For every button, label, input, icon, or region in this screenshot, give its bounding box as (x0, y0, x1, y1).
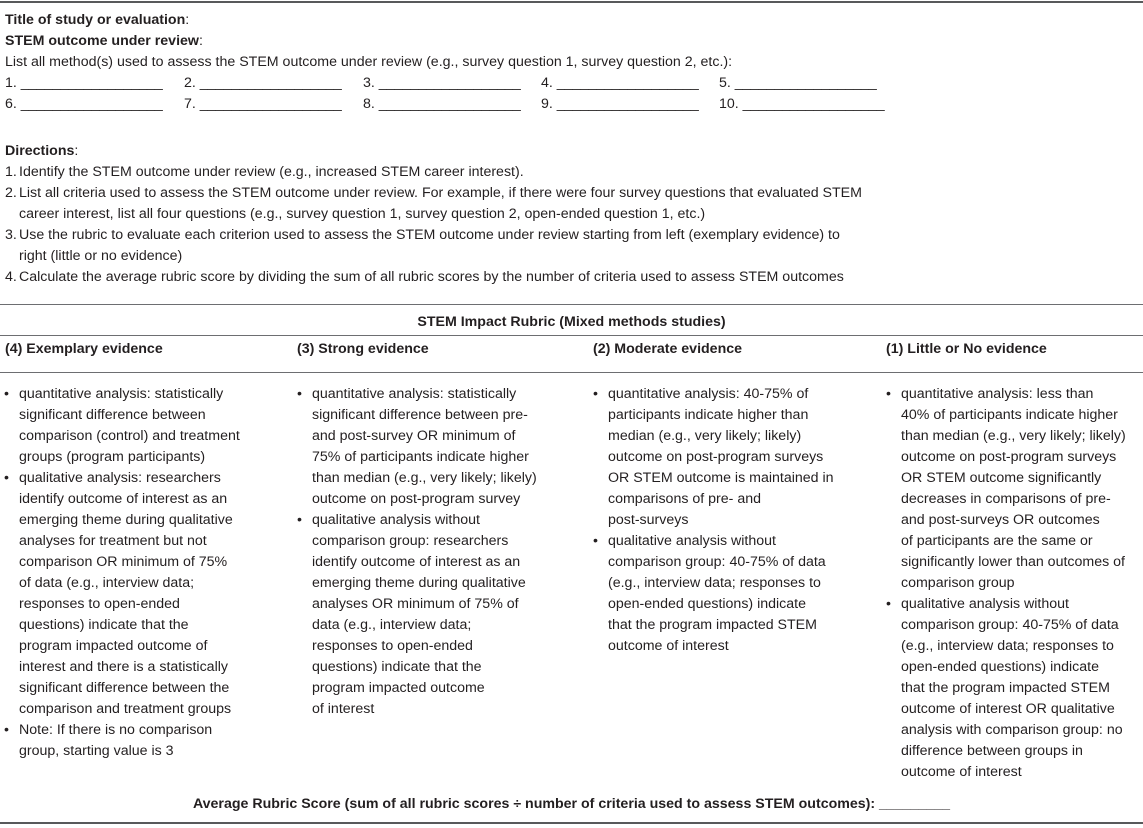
bullet-line: identify outcome of interest as an (19, 491, 228, 507)
directions-label: Directions (5, 143, 75, 159)
directions-section (5, 141, 1135, 288)
direction-line: List all criteria used to assess the STEM outcome under review. For example, if there were four survey questions that evaluated STEM (19, 185, 862, 201)
bullet-line: analyses for treatment but not (19, 533, 207, 549)
method-blank: 7. __________________ (184, 96, 342, 112)
method-blank: 3. __________________ (363, 75, 521, 91)
bullet-dot: • (4, 722, 9, 738)
method-blank: 6. __________________ (5, 96, 163, 112)
stem-outcome-field (5, 31, 1135, 52)
bullet-line: emerging theme during qualitative (312, 575, 526, 591)
bullet-line: outcome of interest (901, 764, 1022, 780)
bullet-line: (e.g., interview data; responses to (901, 638, 1114, 654)
bullet-line: than median (e.g., very likely; likely) (312, 470, 537, 486)
bullet-line: significant difference between the (19, 680, 230, 696)
bullet-line: that the program impacted STEM (901, 680, 1110, 696)
bullet-text (608, 531, 869, 657)
bullet-text (312, 510, 573, 720)
bullet-line: comparison group: 40-75% of data (608, 554, 826, 570)
directions-colon: : (74, 143, 79, 159)
bullet-line: OR STEM outcome significantly (901, 470, 1102, 486)
column-heading-exemplary: (4) Exemplary evidence (5, 341, 163, 357)
direction-line: career interest, list all four questions (e.g., survey question 1, survey question 2, open-ended question 1, etc.) (19, 206, 706, 222)
direction-text (19, 183, 1135, 225)
bottom-rule (0, 822, 1143, 824)
bullet-item (589, 384, 869, 531)
method-blank: 2. __________________ (184, 75, 342, 91)
bullet-line: groups (program participants) (19, 449, 206, 465)
bullet-line: Note: If there is no comparison (19, 722, 213, 738)
bullet-dot: • (886, 596, 891, 612)
column-heading-moderate: (2) Moderate evidence (593, 341, 743, 357)
bullet-item (589, 531, 869, 657)
bullet-line: outcome of interest OR qualitative (901, 701, 1115, 717)
bullet-line: significantly lower than outcomes of (901, 554, 1125, 570)
bullet-line: participants indicate higher than (608, 407, 809, 423)
method-blank: 4. __________________ (541, 75, 699, 91)
direction-number: 2. (5, 185, 17, 201)
bullet-line: 75% of participants indicate higher (312, 449, 529, 465)
bullet-line: program impacted outcome of (19, 638, 208, 654)
top-rule (0, 1, 1143, 3)
section-rule (0, 304, 1143, 305)
direction-text (19, 267, 1135, 288)
bullet-text (608, 384, 869, 531)
bullet-line: qualitative analysis without (901, 596, 1069, 612)
bullet-line: analysis with comparison group: no (901, 722, 1123, 738)
direction-text (19, 162, 1135, 183)
bullet-text (19, 720, 275, 762)
bullet-line: of participants are the same or (901, 533, 1093, 549)
bullet-line: than median (e.g., very likely; likely) (901, 428, 1126, 444)
column-heading-rule (0, 372, 1143, 373)
method-blank: 1. __________________ (5, 75, 163, 91)
bullet-line: outcome of interest (608, 638, 729, 654)
directions-heading (5, 141, 1135, 162)
bullet-line: that the program impacted STEM (608, 617, 817, 633)
bullet-line: qualitative analysis: researchers (19, 470, 221, 486)
bullet-line: outcome on post-program surveys (901, 449, 1117, 465)
bullet-line: qualitative analysis without (312, 512, 480, 528)
column-exemplary (0, 384, 275, 762)
bullet-list (589, 384, 869, 657)
bullet-dot: • (886, 386, 891, 402)
direction-text (19, 225, 1135, 267)
study-header (5, 10, 1135, 115)
direction-line: Identify the STEM outcome under review (e.g., increased STEM career interest). (19, 164, 524, 180)
directions-list (5, 162, 1135, 288)
study-title-label: Title of study or evaluation (5, 12, 186, 28)
bullet-line: significant difference between pre- (312, 407, 528, 423)
direction-number: 1. (5, 164, 17, 180)
bullet-item (293, 384, 573, 510)
stem-outcome-colon: : (198, 33, 203, 49)
method-blank: 10. __________________ (719, 96, 885, 112)
method-blanks-row-1 (5, 73, 1135, 94)
direction-line: Use the rubric to evaluate each criterion used to assess the STEM outcome under review starting from left (exemplary evidence) to (19, 227, 840, 243)
column-moderate (589, 384, 869, 657)
bullet-dot: • (297, 386, 302, 402)
bullet-line: emerging theme during qualitative (19, 512, 233, 528)
column-heading-strong: (3) Strong evidence (297, 341, 429, 357)
bullet-line: (e.g., interview data; responses to (608, 575, 821, 591)
bullet-line: program impacted outcome (312, 680, 485, 696)
bullet-dot: • (593, 386, 598, 402)
bullet-item (882, 384, 1140, 594)
bullet-line: questions) indicate that the (312, 659, 482, 675)
bullet-text (901, 594, 1140, 783)
average-rubric-score: Average Rubric Score (sum of all rubric scores ÷ number of criteria used to assess STEM outcomes): _________ (192, 796, 951, 812)
bullet-list (0, 384, 275, 762)
direction-item (5, 225, 1135, 267)
bullet-line: identify outcome of interest as an (312, 554, 521, 570)
bullet-line: quantitative analysis: less than (901, 386, 1094, 402)
bullet-line: responses to open-ended (19, 596, 180, 612)
method-blank: 8. __________________ (363, 96, 521, 112)
bullet-line: quantitative analysis: statistically (19, 386, 224, 402)
bullet-line: comparison (control) and treatment (19, 428, 240, 444)
bullet-line: and post-survey OR minimum of (312, 428, 516, 444)
bullet-line: group, starting value is 3 (19, 743, 174, 759)
method-blank: 9. __________________ (541, 96, 699, 112)
bullet-line: of data (e.g., interview data; (19, 575, 195, 591)
direction-item (5, 267, 1135, 288)
bullet-text (19, 384, 275, 468)
column-heading-little-or-no: (1) Little or No evidence (886, 341, 1047, 357)
direction-line: Calculate the average rubric score by dividing the sum of all rubric scores by the number of criteria used to assess STEM outcomes (19, 269, 844, 285)
stem-outcome-label: STEM outcome under review (5, 33, 199, 49)
bullet-list (882, 384, 1140, 783)
bullet-line: quantitative analysis: statistically (312, 386, 517, 402)
bullet-line: 40% of participants indicate higher (901, 407, 1118, 423)
bullet-line: and post-surveys OR outcomes (901, 512, 1100, 528)
bullet-line: comparison group: 40-75% of data (901, 617, 1119, 633)
bullet-line: significant difference between (19, 407, 206, 423)
direction-number: 3. (5, 227, 17, 243)
bullet-dot: • (297, 512, 302, 528)
bullet-line: median (e.g., very likely; likely) (608, 428, 802, 444)
bullet-item (293, 510, 573, 720)
bullet-list (293, 384, 573, 720)
bullet-line: interest and there is a statistically (19, 659, 228, 675)
bullet-line: quantitative analysis: 40-75% of (608, 386, 809, 402)
column-strong (293, 384, 573, 720)
method-blanks-row-2 (5, 94, 1135, 115)
direction-number: 4. (5, 269, 17, 285)
bullet-line: difference between groups in (901, 743, 1083, 759)
bullet-line: outcome on post-program survey (312, 491, 521, 507)
bullet-line: comparison group: researchers (312, 533, 509, 549)
method-blank: 5. __________________ (719, 75, 877, 91)
bullet-line: qualitative analysis without (608, 533, 776, 549)
bullet-text (19, 468, 275, 720)
bullet-dot: • (4, 386, 9, 402)
study-title-field (5, 10, 1135, 31)
bullet-line: outcome on post-program surveys (608, 449, 824, 465)
direction-item (5, 162, 1135, 183)
study-title-colon: : (185, 12, 190, 28)
bullet-text (312, 384, 573, 510)
rubric-title: STEM Impact Rubric (Mixed methods studies) (417, 314, 726, 330)
bullet-line: analyses OR minimum of 75% of (312, 596, 519, 612)
bullet-item (882, 594, 1140, 783)
bullet-item (0, 384, 275, 468)
bullet-line: open-ended questions) indicate (608, 596, 806, 612)
bullet-line: decreases in comparisons of pre- (901, 491, 1111, 507)
methods-instruction: List all method(s) used to assess the STEM outcome under review (e.g., survey question 1, survey question 2, etc.): (5, 54, 733, 70)
bullet-line: comparison OR minimum of 75% (19, 554, 228, 570)
bullet-line: post-surveys (608, 512, 689, 528)
bullet-line: responses to open-ended (312, 638, 473, 654)
bullet-dot: • (4, 470, 9, 486)
bullet-line: data (e.g., interview data; (312, 617, 472, 633)
bullet-dot: • (593, 533, 598, 549)
bullet-line: comparison group (901, 575, 1015, 591)
bullet-line: comparison and treatment groups (19, 701, 232, 717)
direction-item (5, 183, 1135, 225)
direction-line: right (little or no evidence) (19, 248, 183, 264)
bullet-line: comparisons of pre- and (608, 491, 761, 507)
column-little-or-no (882, 384, 1140, 783)
bullet-line: questions) indicate that the (19, 617, 189, 633)
bullet-text (901, 384, 1140, 594)
bullet-line: of interest (312, 701, 375, 717)
rubric-title-rule (0, 335, 1143, 336)
bullet-line: OR STEM outcome is maintained in (608, 470, 834, 486)
bullet-item (0, 720, 275, 762)
bullet-item (0, 468, 275, 720)
bullet-line: open-ended questions) indicate (901, 659, 1099, 675)
